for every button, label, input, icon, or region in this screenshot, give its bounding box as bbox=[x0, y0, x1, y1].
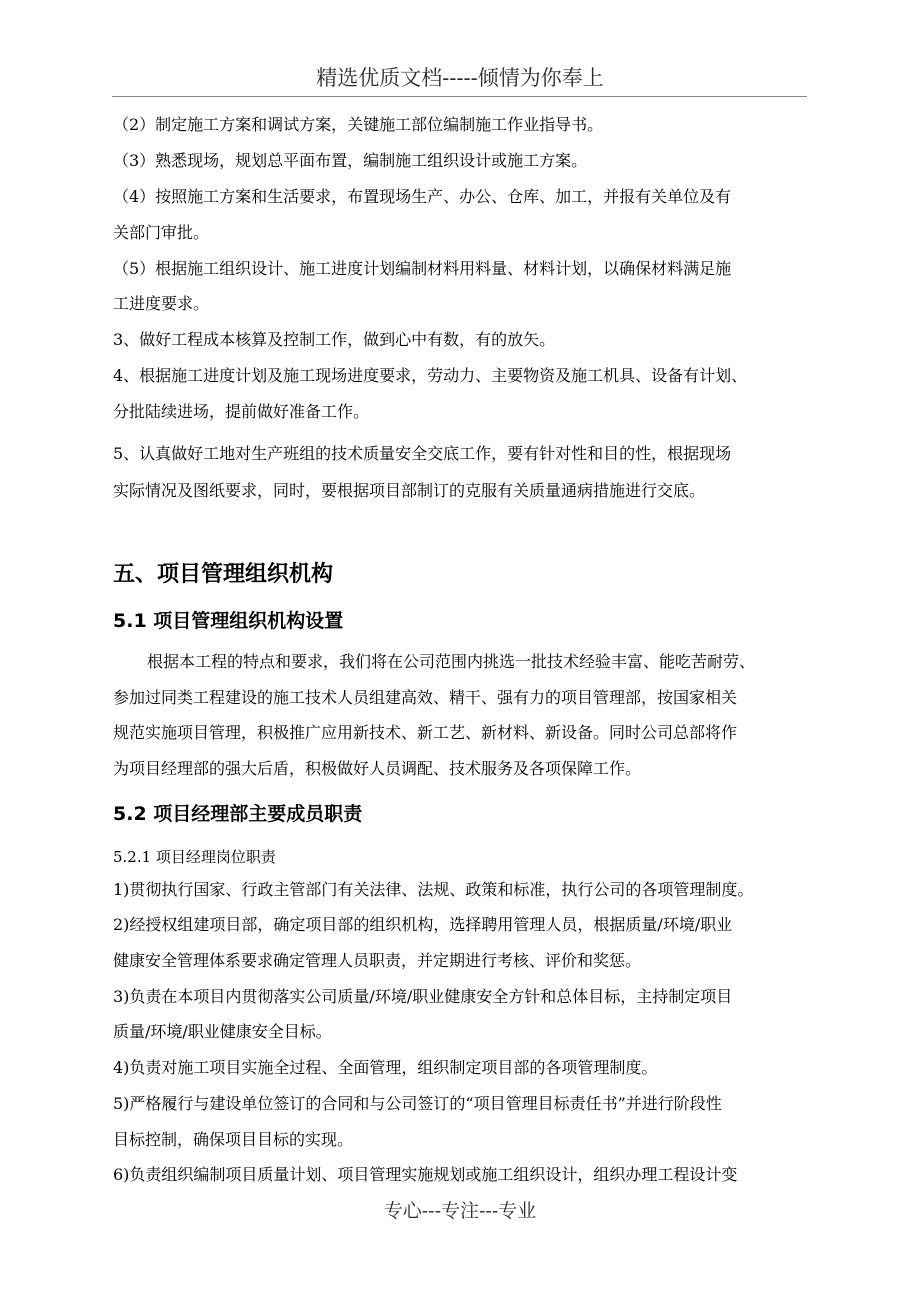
subsection-heading: 5.1 项目管理组织机构设置 bbox=[113, 610, 344, 632]
text-line: 工进度要求。 bbox=[113, 294, 210, 313]
text-line: 关部门审批。 bbox=[113, 223, 210, 242]
duty-line: 目标控制，确保项目目标的实现。 bbox=[113, 1130, 354, 1149]
text-line: 3、做好工程成本核算及控制工作，做到心中有数，有的放矢。 bbox=[113, 330, 556, 349]
subsection-heading: 5.2 项目经理部主要成员职责 bbox=[113, 803, 363, 825]
duty-line: 4)负责对施工项目实施全过程、全面管理，组织制定项目部的各项管理制度。 bbox=[113, 1058, 658, 1077]
text-line: 分批陆续进场，提前做好准备工作。 bbox=[113, 402, 370, 421]
text-line: （4）按照施工方案和生活要求，布置现场生产、办公、仓库、加工，并报有关单位及有 bbox=[113, 187, 732, 206]
page-header: 精选优质文档-----倾情为你奉上 bbox=[316, 66, 604, 90]
text-line: （2）制定施工方案和调试方案，关键施工部位编制施工作业指导书。 bbox=[113, 115, 604, 134]
text-line: 4、根据施工进度计划及施工现场进度要求，劳动力、主要物资及施工机具、设备有计划、 bbox=[113, 366, 748, 385]
duty-line: 6)负责组织编制项目质量计划、项目管理实施规划或施工组织设计，组织办理工程设计变 bbox=[113, 1165, 738, 1184]
paragraph-line: 规范实施项目管理，积极推广应用新技术、新工艺、新材料、新设备。同时公司总部将作 bbox=[113, 723, 738, 742]
duty-line: 5)严格履行与建设单位签订的合同和与公司签订的“项目管理目标责任书”并进行阶段性 bbox=[113, 1094, 722, 1113]
duty-line: 1)贯彻执行国家、行政主管部门有关法律、法规、政策和标准，执行公司的各项管理制度。 bbox=[113, 880, 754, 899]
paragraph-line: 根据本工程的特点和要求，我们将在公司范围内挑选一批技术经验丰富、能吃苦耐劳、 bbox=[147, 652, 756, 671]
duty-line: 质量/环境/职业健康安全目标。 bbox=[113, 1022, 332, 1041]
text-line: （3）熟悉现场，规划总平面布置，编制施工组织设计或施工方案。 bbox=[113, 151, 588, 170]
duty-line: 2)经授权组建项目部，确定项目部的组织机构，选择聘用管理人员，根据质量/环境/职业 bbox=[113, 915, 733, 934]
page-footer: 专心---专注---专业 bbox=[383, 1200, 537, 1222]
text-line: 5、认真做好工地对生产班组的技术质量安全交底工作，要有针对性和目的性，根据现场 bbox=[113, 444, 732, 463]
header-divider bbox=[112, 96, 807, 97]
duty-line: 3)负责在本项目内贯彻落实公司质量/环境/职业健康安全方针和总体目标，主持制定项目 bbox=[113, 987, 733, 1006]
section-heading: 五、项目管理组织机构 bbox=[113, 562, 334, 587]
paragraph-line: 参加过同类工程建设的施工技术人员组建高效、精干、强有力的项目管理部，按国家相关 bbox=[113, 688, 738, 707]
duty-line: 健康安全管理体系要求确定管理人员职责，并定期进行考核、评价和奖惩。 bbox=[113, 951, 642, 970]
paragraph-line: 为项目经理部的强大后盾，积极做好人员调配、技术服务及各项保障工作。 bbox=[113, 759, 642, 778]
text-line: 实际情况及图纸要求，同时，要根据项目部制订的克服有关质量通病措施进行交底。 bbox=[113, 481, 706, 500]
text-line: （5）根据施工组织设计、施工进度计划编制材料用料量、材料计划，以确保材料满足施 bbox=[113, 259, 732, 278]
subsubsection-heading: 5.2.1 项目经理岗位职责 bbox=[113, 848, 276, 866]
